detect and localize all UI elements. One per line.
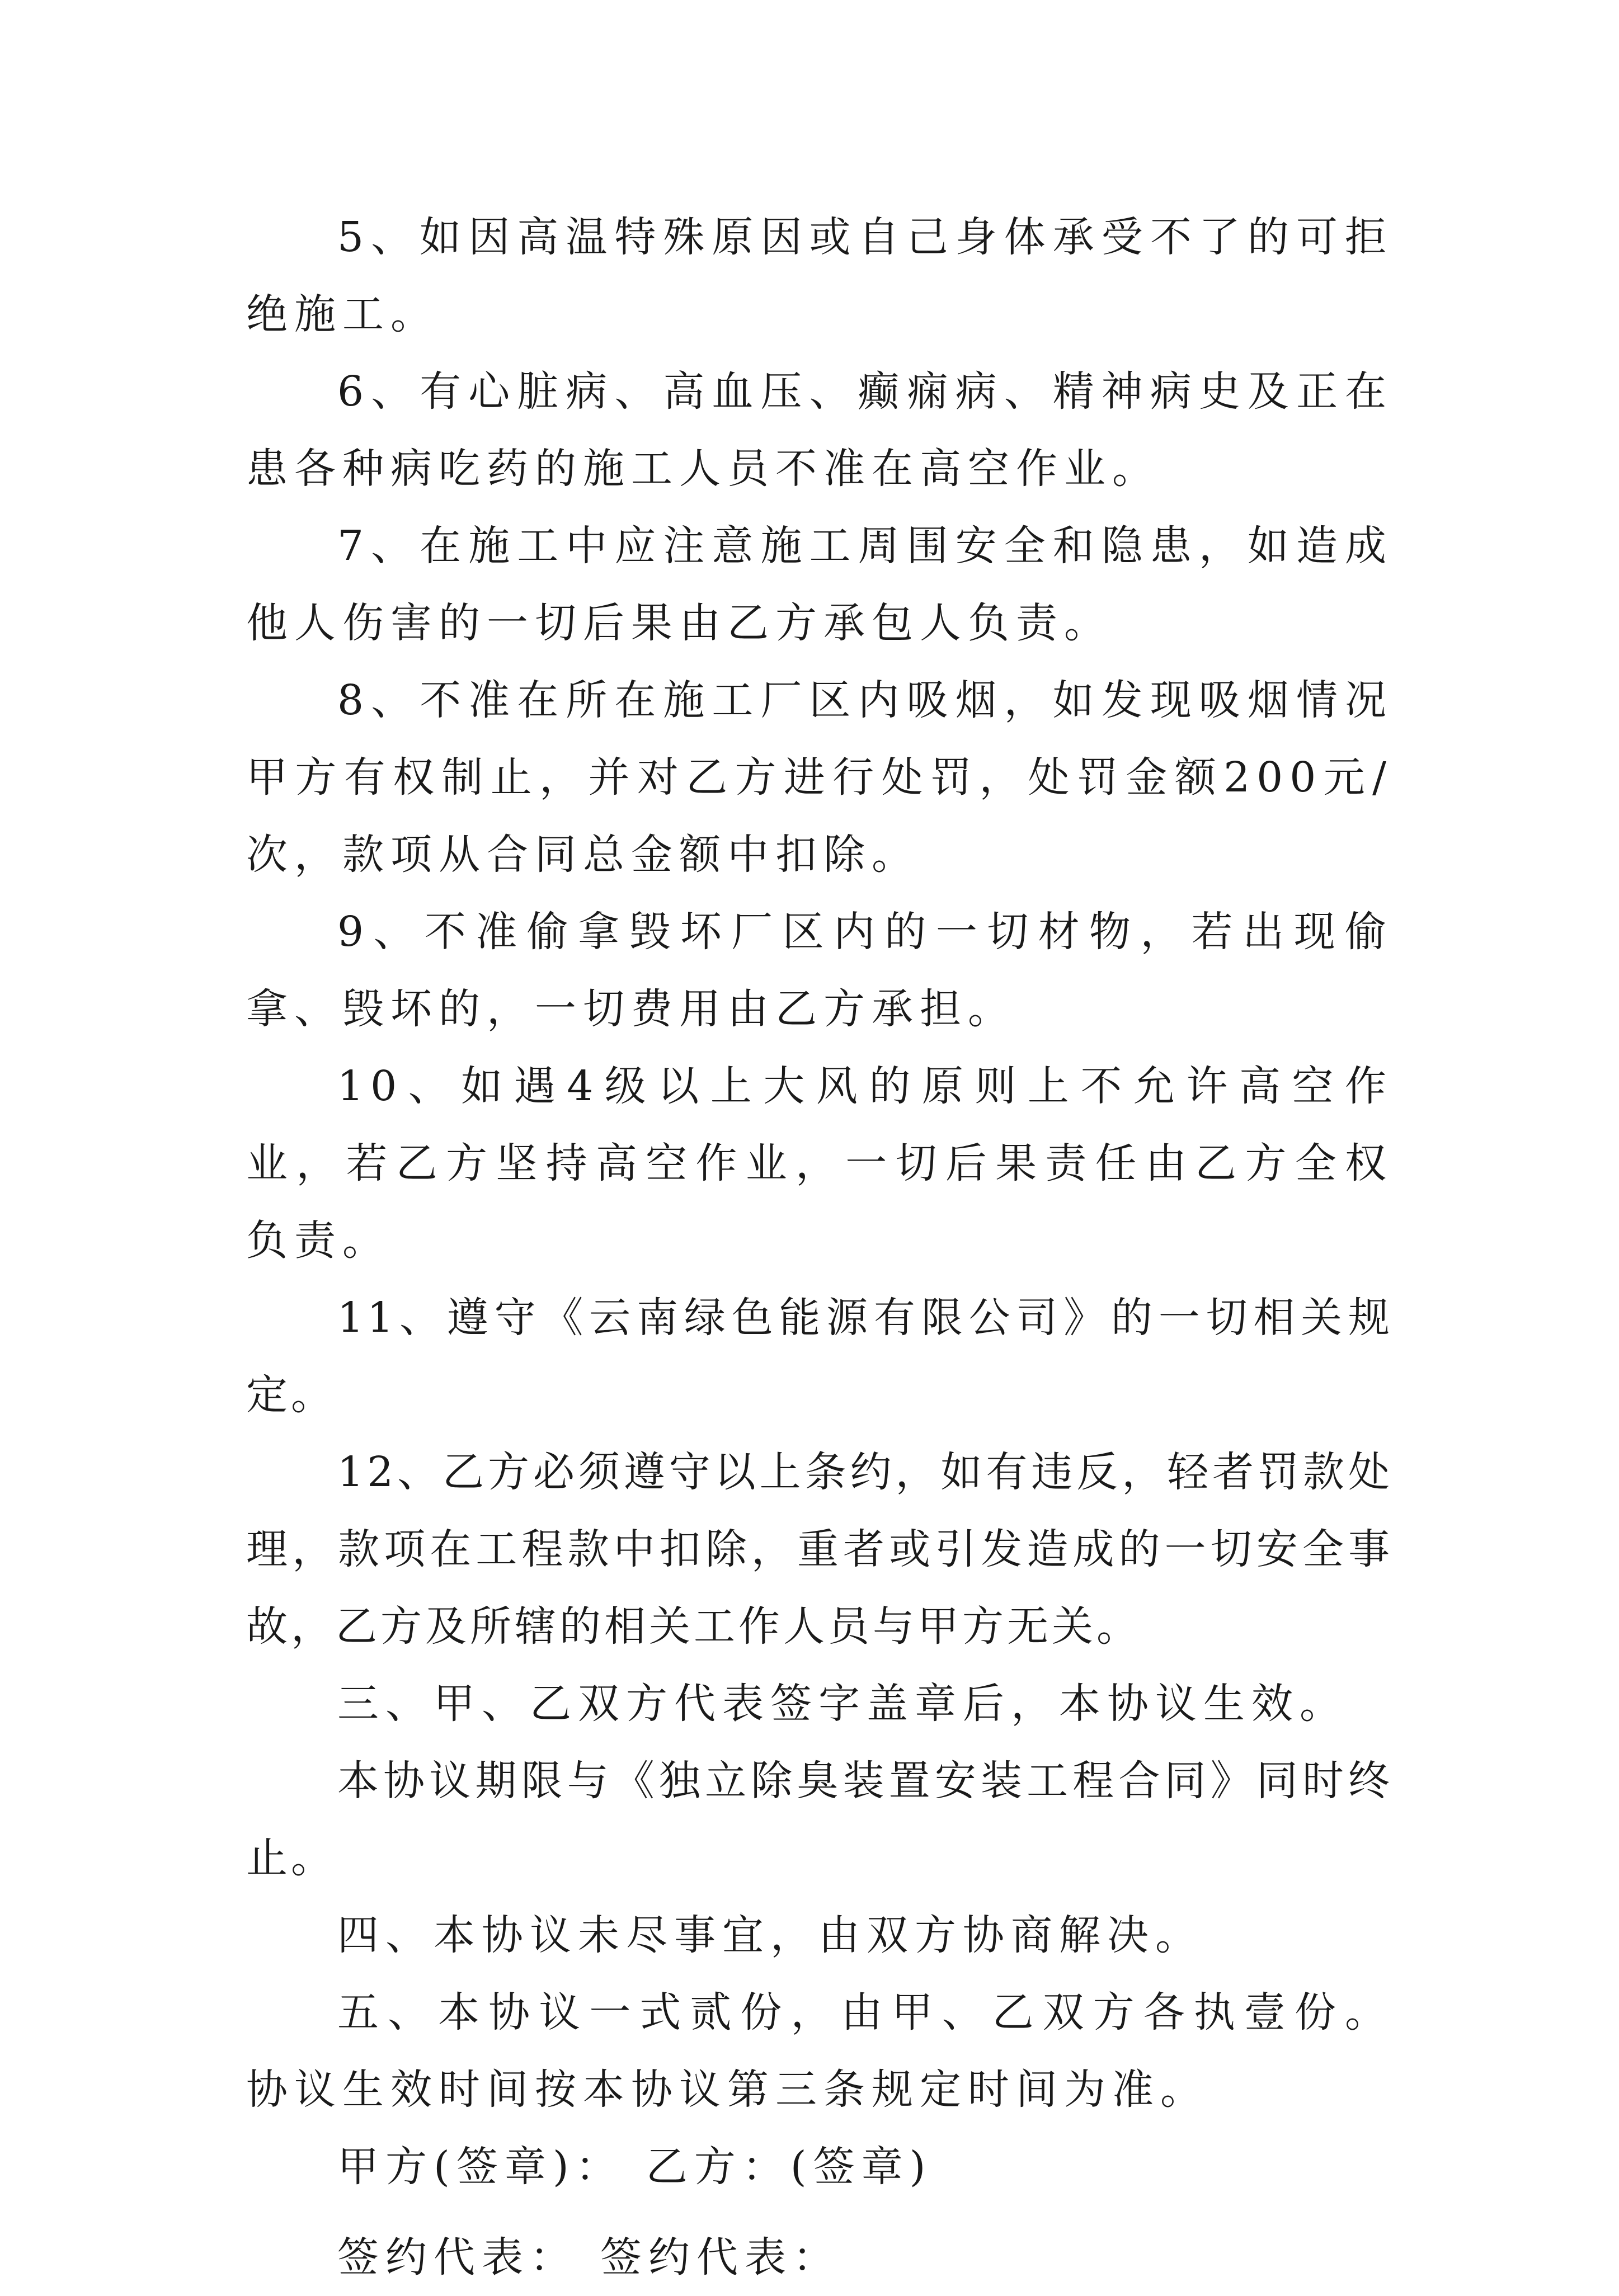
article-3: 三、甲、乙双方代表签字盖章后，本协议生效。 — [337, 1680, 1348, 1728]
clause-7: 7、在施工中应注意施工周围安全和隐患，如造成他人伤害的一切后果由乙方承包人负责。 — [246, 522, 1393, 647]
agreement-term: 本协议期限与《独立除臭装置安装工程合同》同时终止。 — [246, 1757, 1393, 1882]
signature-line-representatives — [246, 2219, 1393, 2296]
clause-5: 5、如因高温特殊原因或自己身体承受不了的可拒绝施工。 — [246, 213, 1393, 338]
clause-9: 9、不准偷拿毁坏厂区内的一切材物，若出现偷拿、毁坏的，一切费用由乙方承担。 — [246, 908, 1393, 1033]
article-4: 四、本协议未尽事宜，由双方协商解决。 — [337, 1911, 1203, 1959]
party-a-representative-label: 签约代表： — [337, 2233, 578, 2281]
party-b-representative-label: 签约代表： — [600, 2233, 841, 2281]
clause-10: 10、如遇4级以上大风的原则上不允许高空作业，若乙方坚持高空作业，一切后果责任由乙方全权负责。 — [246, 1062, 1393, 1265]
article-5: 五、本协议一式贰份，由甲、乙双方各执壹份。协议生效时间按本协议第三条规定时间为准。 — [246, 1988, 1393, 2114]
party-a-signature-label: 甲方(签章)： — [337, 2143, 624, 2191]
party-b-signature-label: 乙方：(签章) — [646, 2143, 933, 2191]
clause-6: 6、有心脏病、高血压、癫痫病、精神病史及正在患各种病吃药的施工人员不准在高空作业。 — [246, 367, 1393, 493]
signature-line-parties — [246, 2128, 1393, 2205]
clause-8: 8、不准在所在施工厂区内吸烟，如发现吸烟情况甲方有权制止，并对乙方进行处罚，处罚金额200元/次，款项从合同总金额中扣除。 — [246, 676, 1393, 879]
clause-11: 11、遵守《云南绿色能源有限公司》的一切相关规定。 — [246, 1294, 1393, 1419]
document-body — [246, 199, 1393, 2296]
clause-12: 12、乙方必须遵守以上条约，如有违反，轻者罚款处理，款项在工程款中扣除，重者或引发造成的一切安全事故，乙方及所辖的相关工作人员与甲方无关。 — [246, 1448, 1393, 1651]
